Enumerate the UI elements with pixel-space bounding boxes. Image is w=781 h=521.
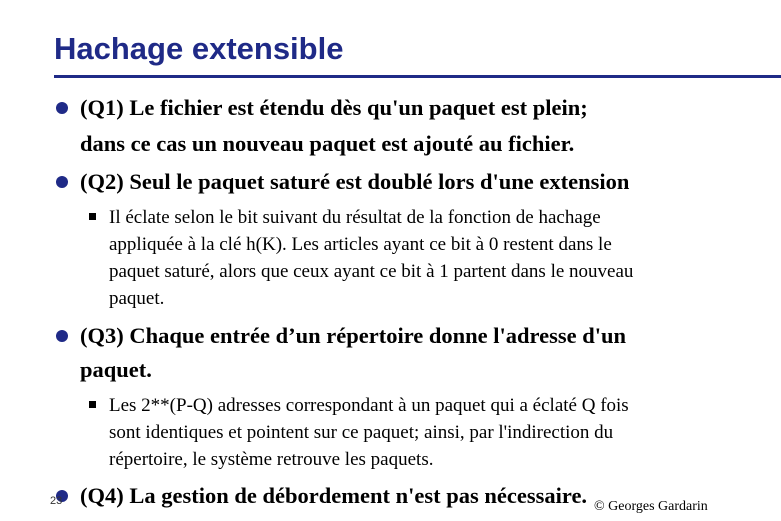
- slide-title: Hachage extensible: [54, 31, 344, 66]
- bullet-dot-icon: [56, 102, 68, 114]
- bullet-q2: (Q2) Seul le paquet saturé est doublé lors d'une extension: [80, 169, 630, 194]
- q3-sub-line1: Les 2**(P-Q) adresses correspondant à un paquet qui a éclaté Q fois: [109, 395, 629, 416]
- title-underline: [54, 75, 781, 78]
- q2-sub-line4: paquet.: [109, 288, 165, 309]
- q3-sub-line3: répertoire, le système retrouve les paquets.: [109, 449, 434, 470]
- q3-sub-line2: sont identiques et pointent sur ce paquet; ainsi, par l'indirection du: [109, 422, 614, 443]
- bullet-dot-icon: [56, 176, 68, 188]
- q2-sub-line3: paquet saturé, alors que ceux ayant ce bit à 1 partent dans le nouveau: [109, 261, 634, 282]
- page-number: 23: [50, 495, 63, 507]
- copyright-footer: © Georges Gardarin: [594, 499, 708, 514]
- q2-sub-line2: appliquée à la clé h(K). Les articles ayant ce bit à 0 restent dans le: [109, 234, 612, 255]
- sub-bullet-square-icon: [89, 213, 96, 220]
- bullet-q1-line1: (Q1) Le fichier est étendu dès qu'un paquet est plein;: [80, 95, 588, 120]
- bullet-q1-line2: dans ce cas un nouveau paquet est ajouté au fichier.: [80, 131, 575, 156]
- bullet-q3-line2: paquet.: [80, 357, 152, 382]
- bullet-q3-line1: (Q3) Chaque entrée d’un répertoire donne l'adresse d'un: [80, 323, 627, 348]
- bullet-dot-icon: [56, 330, 68, 342]
- q2-sub-line1: Il éclate selon le bit suivant du résultat de la fonction de hachage: [109, 207, 601, 228]
- sub-bullet-square-icon: [89, 401, 96, 408]
- bullet-q4: (Q4) La gestion de débordement n'est pas nécessaire.: [80, 483, 588, 508]
